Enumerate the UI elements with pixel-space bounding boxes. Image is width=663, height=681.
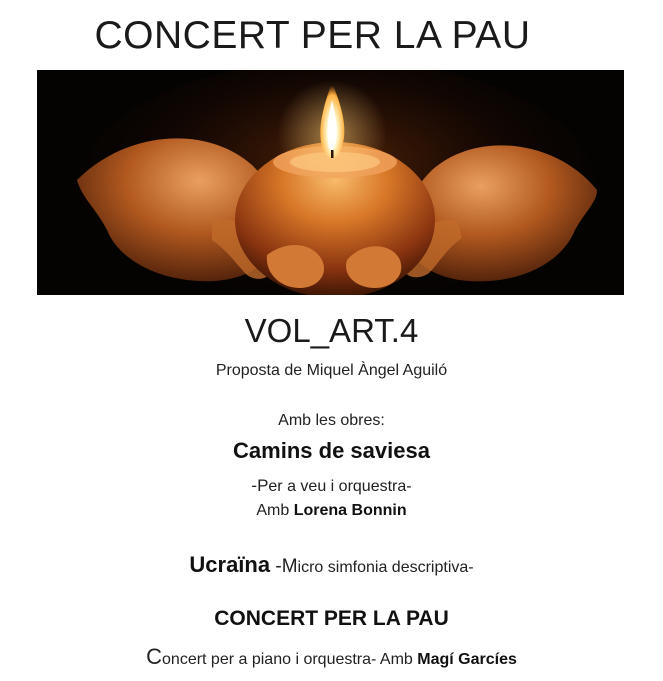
work3-description-prefix: C [146,644,163,669]
works-intro: Amb les obres: [278,412,385,429]
series-title: VOL_ART.4 [244,312,419,349]
work3-performer: Magí Garcíes [417,651,517,668]
work1-with-label: Amb [256,502,290,519]
work3-title: CONCERT PER LA PAU [214,607,449,630]
work2-description-prefix: -M [270,556,298,577]
work2-line [0,552,663,578]
candle-photo-illustration [37,70,624,295]
work1-description-rest: er a veu i orquestra- [268,478,412,495]
work2-description-rest: icro simfonia descriptiva- [297,559,474,576]
work1-performer: Lorena Bonnin [293,502,407,519]
work3-description [0,644,663,670]
work3-description-rest: oncert per a piano i orquestra- Amb [162,651,418,668]
candle-in-hands-photo [37,70,624,295]
work1-description [0,476,663,496]
work1-performer-line [0,502,663,520]
work2-title: Ucraïna [189,552,271,577]
work1-description-prefix: -P [251,476,269,495]
work1-title: Camins de saviesa [233,438,430,463]
page-title: CONCERT PER LA PAU [94,14,531,57]
proposal-credit: Proposta de Miquel Àngel Aguiló [215,362,448,379]
